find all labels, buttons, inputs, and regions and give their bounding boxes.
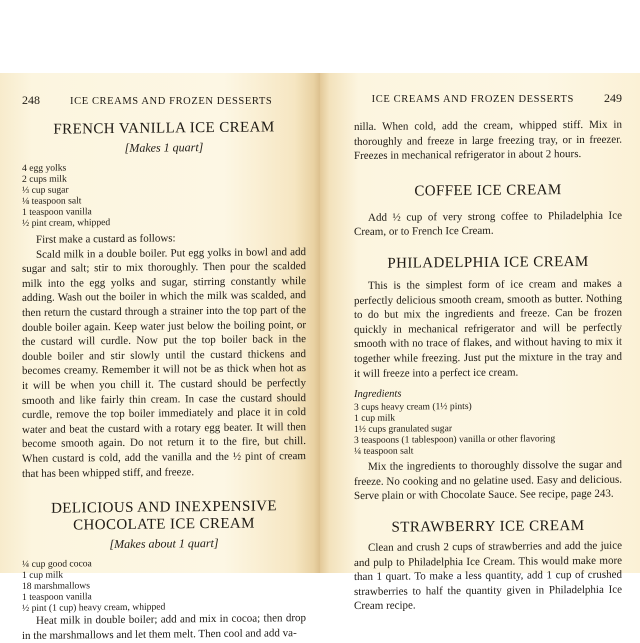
ingredient: ½ pint (1 cup) heavy cream, whipped <box>22 601 166 615</box>
left-running-head <box>22 93 306 108</box>
instruction-paragraph: First make a custard as follows: <box>36 232 176 246</box>
continued-paragraph: nilla. When cold, add the cream, whipped stiff. Mix in thoroughly and freeze in large freezing tray, or in freezer. Freezes in mechanical refrigerator in about 2 hours. <box>354 118 622 163</box>
left-page <box>0 73 320 642</box>
ingredient: ⅛ teaspoon salt <box>22 195 82 207</box>
recipe-title-french-vanilla: FRENCH VANILLA ICE CREAM <box>53 119 275 138</box>
instruction-paragraph: This is the simplest form of ice cream and makes a perfectly delicious smooth cream, smooth as butter. Nothing to do but mix the ingredients and freeze. Can be frozen quickly in mechanical refrigerator and will be perfectly smooth with no trace of flakes, and without having to mix it together while freezing. Just put the mixture in the tray and it will freeze into a perfect ice cream. <box>354 277 622 380</box>
ingredient: 4 egg yolks <box>22 162 67 174</box>
ingredient: 1 cup milk <box>22 569 64 582</box>
instruction-paragraph: Add ½ cup of very strong coffee to Philadelphia Ice Cream, or to French Ice Cream. <box>354 209 622 239</box>
ingredient: 1 teaspoon vanilla <box>22 206 92 218</box>
ingredient: 1 cup milk <box>354 412 396 425</box>
right-page <box>320 73 640 613</box>
ingredient: 3 teaspoons (1 tablespoon) vanilla or other flavoring <box>354 433 556 447</box>
left-page-body <box>22 119 306 643</box>
page-number: 249 <box>604 91 622 105</box>
ingredient: 18 marshmallows <box>22 580 90 593</box>
page-number: 248 <box>22 93 40 107</box>
recipe-title-strawberry: STRAWBERRY ICE CREAM <box>391 517 585 536</box>
ingredient: 3 cups heavy cream (1½ pints) <box>354 401 472 414</box>
recipe-title-chocolate-line2: CHOCOLATE ICE CREAM <box>73 515 255 534</box>
ingredients-heading: Ingredients <box>354 388 402 401</box>
recipe-title-chocolate-line1: DELICIOUS AND INEXPENSIVE <box>51 498 277 517</box>
open-cookbook <box>0 73 640 642</box>
ingredient: 1½ cups granulated sugar <box>354 423 453 436</box>
instruction-paragraph: Heat milk in double boiler; add and mix in cocoa; then drop in the marshmallows and let them melt. Then cool and add va- <box>22 612 306 642</box>
ingredient-list <box>22 556 306 614</box>
ingredient-list <box>22 160 306 229</box>
recipe-title-coffee: COFFEE ICE CREAM <box>414 181 562 200</box>
instruction-paragraph: Clean and crush 2 cups of strawberries and add the juice and pulp to Philadelphia Ice Cream. This would make more than 1 quart. To make a less quantity, add 1 cup of crushed strawberries to half the quantity given in Philadelphia Ice Cream recipe. <box>354 539 622 613</box>
recipe-yield: [Makes about 1 quart] <box>109 536 219 552</box>
recipe-title-philadelphia: PHILADELPHIA ICE CREAM <box>387 253 589 272</box>
running-head-title: ICE CREAMS AND FROZEN DESSERTS <box>371 94 574 105</box>
ingredient: 1 teaspoon vanilla <box>22 591 92 604</box>
ingredient: ¼ cup good cocoa <box>22 558 92 571</box>
ingredient: ¼ teaspoon salt <box>354 445 414 458</box>
running-head-title: ICE CREAMS AND FROZEN DESSERTS <box>70 96 273 107</box>
ingredient: ⅓ cup sugar <box>22 184 69 196</box>
ingredient: ½ pint cream, whipped <box>22 217 111 229</box>
right-running-head <box>354 91 622 106</box>
instruction-paragraph: Scald milk in a double boiler. Put egg yolks in bowl and add sugar and salt; stir to mix thoroughly. Then pour the scalded milk into the egg yolks and sugar, stirring constantly while adding. Wash out the boiler in which the milk was scalded, and then return the custard through a strainer into the top part of the double boiler again. Keep water just below the boiling point, or the custard will curdle. Now put the top boiler back in the double boiler and stir slowly until the custard thickens and becomes creamy. Remember it will not be as thick when hot as it will be when you chill it. The custard should be perfectly smooth and like fairly thin cream. In case the custard should curdle, remove the top boiler immediately and place it in cold water and beat the custard with a rotary egg beater. It will then become smooth again. Do not return it to the fire, but chill. When custard is cold, add the vanilla and the ½ pint of cream that has been whipped stiff, and freeze. <box>22 245 306 480</box>
ingredient-list <box>354 400 622 457</box>
directions-paragraph: Mix the ingredients to thoroughly dissolve the sugar and freeze. No cooking and no gelatine used. Easy and delicious. Serve plain or with Chocolate Sauce. See recipe, page 243. <box>354 458 622 503</box>
recipe-yield: [Makes 1 quart] <box>124 140 204 155</box>
right-page-body <box>354 118 622 614</box>
ingredient: 2 cups milk <box>22 173 67 185</box>
